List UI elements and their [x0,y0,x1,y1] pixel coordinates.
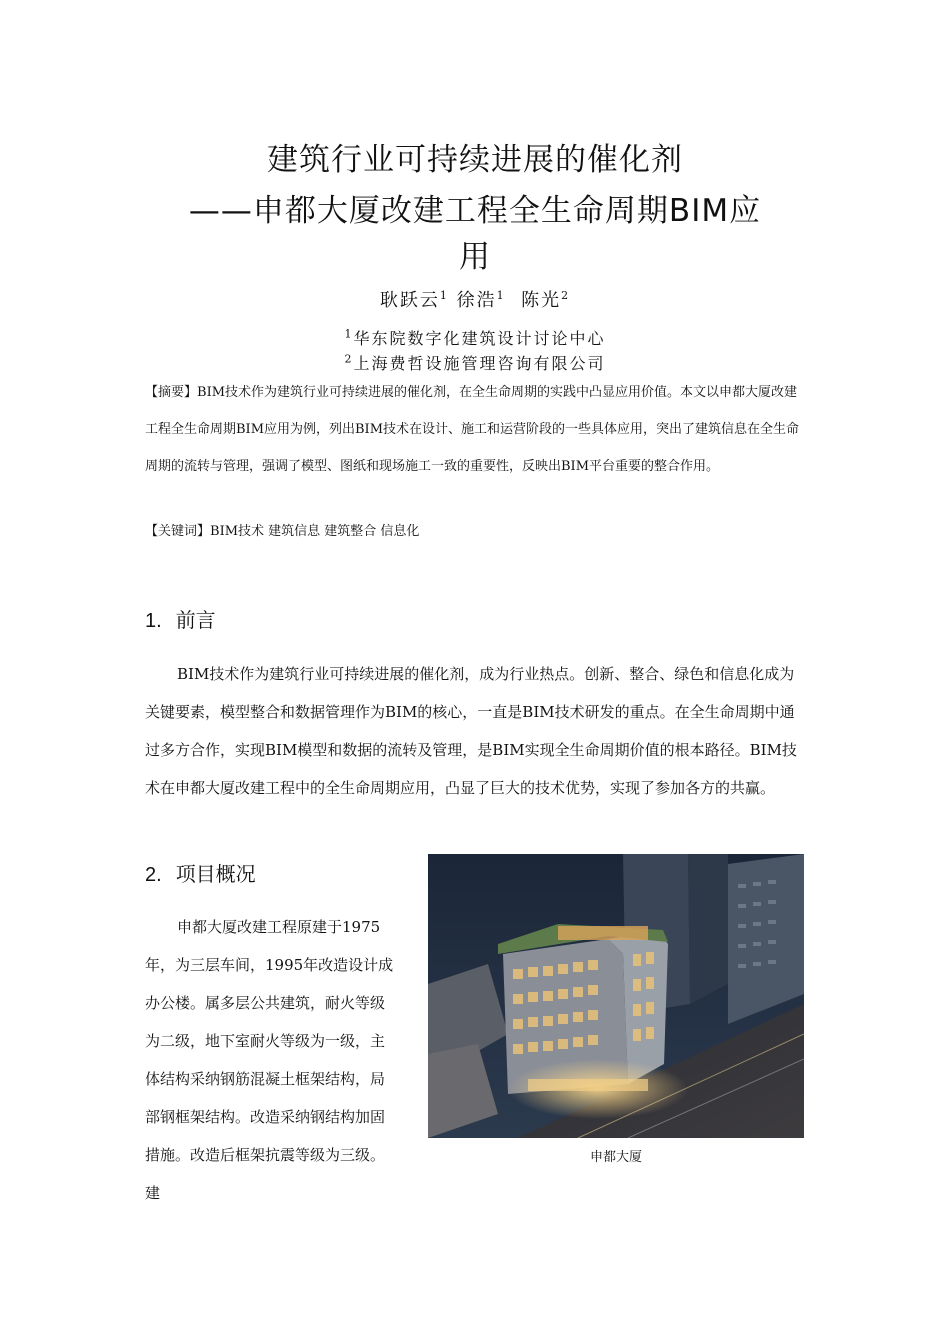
abstract-text: BIM技术作为建筑行业可持续进展的催化剂，在全生命周期的实践中凸显应用价值。本文以申都大厦改建工程全生命周期BIM应用为例，列出BIM技术在设计、施工和运营阶段的一些具体应用，突出了建筑信息在全生命周期的流转与管理，强调了模型、图纸和现场施工一致的重要性，反映出BIM平台重要的整合作用。 [145,385,799,474]
paper-title-line-2: ——申都大厦改建工程全生命周期BIM应 [188,193,762,229]
author-name: 陈光 [521,290,562,311]
affiliation-mark: 1 [344,327,354,341]
section-paragraph-project-overview: 申都大厦改建工程原建于1975年，为三层车间，1995年改造设计成办公楼。属多层公共建筑，耐火等级为二级，地下室耐火等级为一级，主体结构采纳钢筋混凝土框架结构，局部钢框架结构。改造采纳钢结构加固措施。改造后框架抗震等级为三级。建 [145,918,394,1202]
author-affiliation-mark: 1 [496,289,506,302]
section-number: 2. [145,864,162,886]
author-name: 耿跃云 [379,290,440,311]
section-heading-introduction [145,604,216,633]
author-name: 徐浩 [456,290,497,311]
author-affiliation-mark: 2 [561,289,571,302]
section-title: 前言 [175,608,216,632]
affiliation [0,351,950,374]
section-title: 项目概况 [175,862,256,886]
affiliation-mark: 2 [344,352,354,366]
affiliation-name: 华东院数字化建筑设计讨论中心 [353,329,606,348]
abstract-label: 【摘要】 [145,385,198,400]
figure-caption: 申都大厦 [589,1150,642,1165]
section-paragraph-introduction: BIM技术作为建筑行业可持续进展的催化剂，成为行业热点。创新、整合、绿色和信息化成为关键要素，模型整合和数据管理作为BIM的核心，一直是BIM技术研发的重点。在全生命周期中通过多方合作，实现BIM模型和数据的流转及管理，是BIM实现全生命周期价值的根本路径。BIM技术在申都大厦改建工程中的全生命周期应用，凸显了巨大的技术优势，实现了参加各方的共赢。 [145,665,797,797]
affiliation [0,326,950,349]
keywords-label: 【关键词】 [145,524,211,539]
section-heading-project-overview [145,858,256,887]
affiliation-name: 上海费哲设施管理咨询有限公司 [353,354,606,373]
keywords-text: BIM技术 建筑信息 建筑整合 信息化 [210,524,420,539]
paper-title-line-1: 建筑行业可持续进展的催化剂 [267,142,683,178]
building-rendering-image [428,854,804,1138]
author-list [0,286,950,312]
paper-title-line-3: 用 [459,239,491,275]
author-affiliation-mark: 1 [439,289,449,302]
abstract [145,374,807,485]
section-number: 1. [145,610,162,632]
keywords [145,515,807,549]
